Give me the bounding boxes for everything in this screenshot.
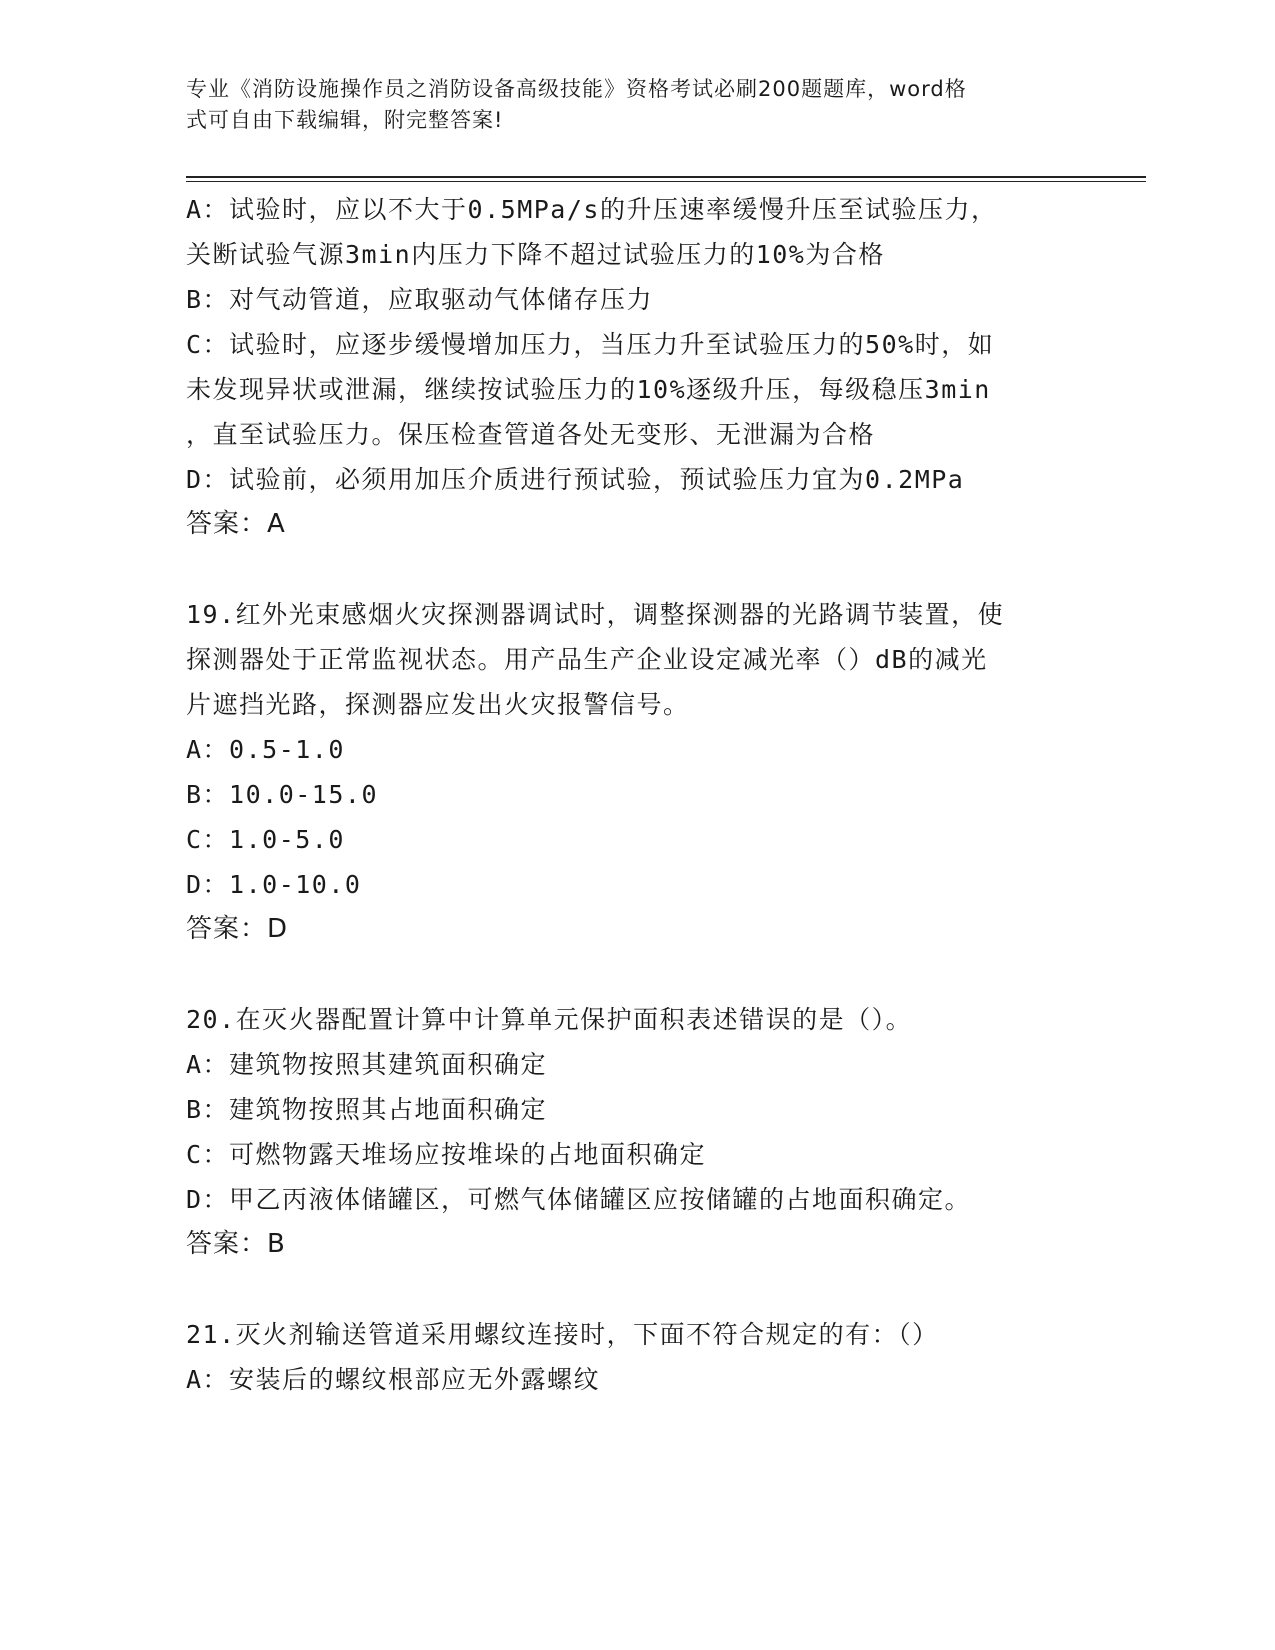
- header-divider-thick: [186, 176, 1146, 178]
- question-18: [186, 187, 1086, 547]
- header-title-line-2: 式可自由下载编辑，附完整答案!: [186, 108, 504, 132]
- header-divider-thin: [186, 181, 1146, 182]
- q19-answer: 答案：D: [186, 914, 289, 944]
- spacer: [186, 952, 1086, 997]
- q18-option-a-line-2: 关断试验气源3min内压力下降不超过试验压力的10%为合格: [186, 240, 885, 269]
- document-header: [186, 74, 1066, 136]
- question-20: [186, 997, 1086, 1267]
- spacer: [186, 547, 1086, 592]
- q19-stem-line-1: 19.红外光束感烟火灾探测器调试时，调整探测器的光路调节装置，使: [186, 600, 1005, 629]
- q21-option-a: A：安装后的螺纹根部应无外露螺纹: [186, 1365, 601, 1394]
- q21-stem: 21.灭火剂输送管道采用螺纹连接时，下面不符合规定的有：（）: [186, 1320, 939, 1349]
- q20-option-b: B：建筑物按照其占地面积确定: [186, 1095, 548, 1124]
- q18-option-b: B：对气动管道，应取驱动气体储存压力: [186, 285, 654, 314]
- document-body: [186, 187, 1086, 1402]
- q18-option-a-line-1: A：试验时，应以不大于0.5MPa/s的升压速率缓慢升压至试验压力，: [186, 195, 998, 224]
- q18-option-d: D：试验前，必须用加压介质进行预试验，预试验压力宜为0.2MPa: [186, 465, 965, 494]
- q19-option-c: C：1.0-5.0: [186, 825, 345, 854]
- q19-option-d: D：1.0-10.0: [186, 870, 362, 899]
- q18-option-c-line-2: 未发现异状或泄漏，继续按试验压力的10%逐级升压，每级稳压3min: [186, 375, 991, 404]
- q20-option-a: A：建筑物按照其建筑面积确定: [186, 1050, 548, 1079]
- q20-option-d: D：甲乙丙液体储罐区，可燃气体储罐区应按储罐的占地面积确定。: [186, 1185, 972, 1214]
- q20-answer: 答案：B: [186, 1229, 286, 1259]
- q19-option-a: A：0.5-1.0: [186, 735, 345, 764]
- q20-stem: 20.在灭火器配置计算中计算单元保护面积表述错误的是（）。: [186, 1005, 913, 1034]
- q18-option-c-line-1: C：试验时，应逐步缓慢增加压力，当压力升至试验压力的50%时，如: [186, 330, 995, 359]
- spacer: [186, 1267, 1086, 1312]
- q19-stem-line-2: 探测器处于正常监视状态。用产品生产企业设定减光率（）dB的减光: [186, 645, 988, 674]
- q19-stem-line-3: 片遮挡光路，探测器应发出火灾报警信号。: [186, 690, 690, 719]
- header-title-line-1: 专业《消防设施操作员之消防设备高级技能》资格考试必刷200题题库，word格: [186, 77, 967, 101]
- q18-option-c-line-3: ，直至试验压力。保压检查管道各处无变形、无泄漏为合格: [186, 420, 876, 449]
- question-19: [186, 592, 1086, 952]
- q20-option-c: C：可燃物露天堆场应按堆垛的占地面积确定: [186, 1140, 707, 1169]
- q19-option-b: B：10.0-15.0: [186, 780, 379, 809]
- question-21: [186, 1312, 1086, 1402]
- q18-answer: 答案：A: [186, 509, 286, 539]
